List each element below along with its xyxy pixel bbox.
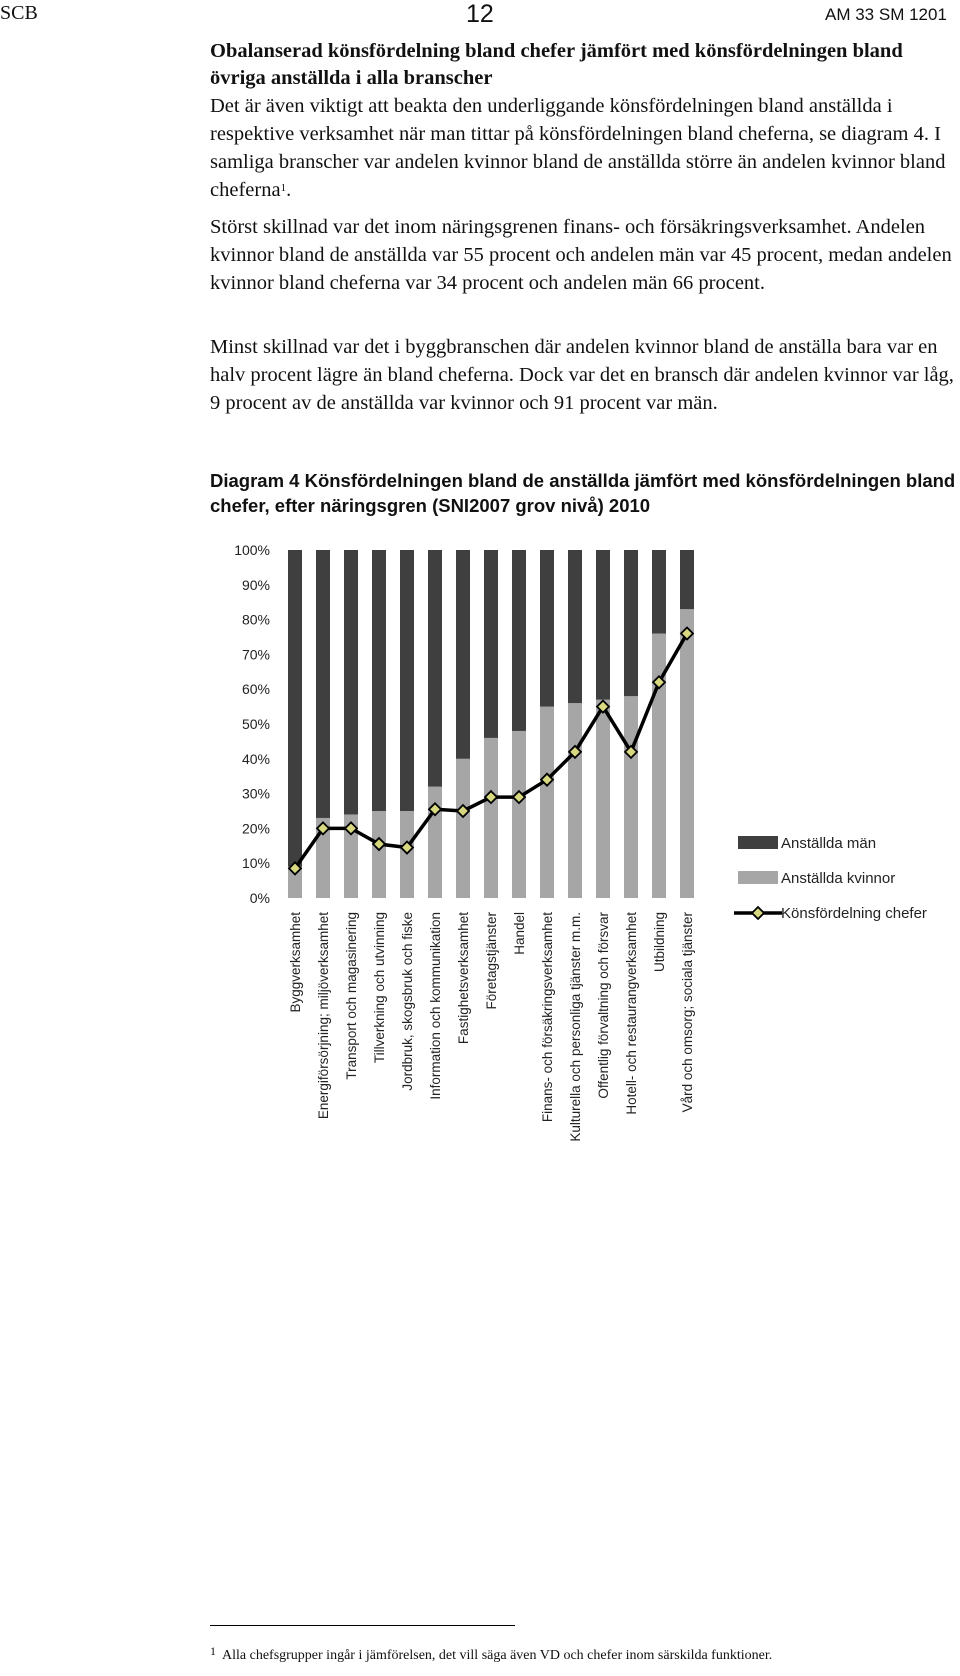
bar-anstallda-man <box>344 550 358 814</box>
legend-label: Könsfördelning chefer <box>781 905 927 922</box>
footnote-divider <box>210 1625 515 1626</box>
footnote-text: Alla chefsgrupper ingår i jämförelsen, det vill säga även VD och chefer inom särskilda funktioner. <box>222 1648 773 1663</box>
bar-anstallda-man <box>512 550 526 731</box>
x-category-label: Handel <box>512 912 527 955</box>
x-category-label: Jordbruk, skogsbruk och fiske <box>400 912 415 1091</box>
x-category-label: Vård och omsorg; sociala tjänster <box>680 912 695 1113</box>
x-category-label: Kulturella och personliga tjänster m.m. <box>568 912 583 1142</box>
bar-anstallda-man <box>540 550 554 707</box>
y-tick-label: 20% <box>241 820 270 837</box>
bar-anstallda-man <box>456 550 470 759</box>
x-category-label: Fastighetsverksamhet <box>456 912 471 1045</box>
y-tick-label: 30% <box>241 785 270 802</box>
bar-anstallda-kvinnor <box>484 738 498 898</box>
paragraph-2-text: Störst skillnad var det inom näringsgrenen finans- och försäkringsverksamhet. Andelen kvinnor bland de anställda var 55 procent och andelen män var 45 procent, medan andelen kvinnor bland cheferna var 34 procent och andelen män 66 procent. <box>210 216 952 294</box>
bar-anstallda-man <box>568 550 582 703</box>
y-tick-label: 10% <box>241 855 270 872</box>
bar-anstallda-man <box>288 550 302 867</box>
bar-anstallda-kvinnor <box>568 703 582 898</box>
y-tick-label: 50% <box>241 716 270 732</box>
bar-anstallda-man <box>428 550 442 787</box>
y-tick-label: 80% <box>241 611 270 628</box>
footnote-ref: 1 <box>280 182 287 194</box>
x-category-label: Finans- och försäkringsverksamhet <box>540 912 555 1123</box>
section-heading: Obalanserad könsfördelning bland chefer jämfört med könsfördelningen bland övriga anställda i alla branscher <box>210 40 903 89</box>
page-number: 12 <box>466 0 494 28</box>
document-code: AM 33 SM 1201 <box>825 5 947 24</box>
bar-anstallda-kvinnor <box>512 731 526 898</box>
bar-anstallda-man <box>316 550 330 818</box>
y-tick-label: 60% <box>241 681 270 698</box>
y-tick-label: 100% <box>234 542 270 558</box>
x-category-label: Företagstjänster <box>484 912 499 1010</box>
x-category-label: Byggverksamhet <box>288 912 303 1013</box>
y-tick-label: 90% <box>241 576 270 593</box>
bar-anstallda-man <box>624 550 638 696</box>
y-tick-label: 40% <box>241 750 270 767</box>
x-category-label: Transport och magasinering <box>344 912 359 1080</box>
bar-anstallda-man <box>652 550 666 634</box>
x-category-label: Hotell- och restaurangverksamhet <box>624 912 639 1115</box>
footnote-marker: 1 <box>210 1644 216 1658</box>
legend-swatch <box>738 836 778 849</box>
bar-anstallda-man <box>596 550 610 700</box>
bar-anstallda-kvinnor <box>456 759 470 898</box>
header-org: SCB <box>0 2 38 24</box>
x-category-label: Information och kommunikation <box>428 912 443 1100</box>
paragraph-1-tail: . <box>286 179 292 201</box>
bar-anstallda-man <box>484 550 498 738</box>
bar-anstallda-man <box>372 550 386 811</box>
paragraph-1-text: Det är även viktigt att beakta den underliggande könsfördelningen bland anställda i respektive verksamhet när man tittar på könsfördelningen bland cheferna, se diagram 4. I samliga branscher var andelen kvinnor bland de anställda större än andelen kvinnor bland cheferna <box>210 95 946 201</box>
bar-anstallda-kvinnor <box>372 811 386 898</box>
footnote <box>210 1644 773 1664</box>
legend-marker <box>752 907 764 919</box>
legend-label: Anställda kvinnor <box>781 870 896 887</box>
x-category-label: Energiförsörjning; miljöverksamhet <box>316 912 331 1120</box>
x-category-label: Offentlig förvaltning och försvar <box>596 912 611 1099</box>
bar-anstallda-kvinnor <box>680 609 694 898</box>
bar-anstallda-kvinnor <box>596 700 610 898</box>
legend-swatch <box>738 871 778 884</box>
x-category-label: Tillverkning och utvinning <box>372 912 387 1064</box>
bar-anstallda-kvinnor <box>540 707 554 898</box>
x-category-label: Utbildning <box>652 912 667 973</box>
bar-anstallda-man <box>400 550 414 811</box>
y-tick-label: 0% <box>249 890 270 906</box>
legend-label: Anställda män <box>781 835 877 852</box>
y-tick-label: 70% <box>241 646 270 663</box>
bar-anstallda-man <box>680 550 694 609</box>
paragraph-3-text: Minst skillnad var det i byggbranschen där andelen kvinnor bland de anställa bara var en halv procent lägre än bland cheferna. Dock var det en bransch där andelen kvinnor var låg, 9 procent av de anställda var kvinnor och 91 procent var män. <box>210 336 954 414</box>
diagram-title: Diagram 4 Könsfördelningen bland de anställda jämfört med könsfördelningen bland chefer, efter näringsgren (SNI2007 grov nivå) 2010 <box>210 470 956 516</box>
bar-anstallda-kvinnor <box>624 696 638 898</box>
